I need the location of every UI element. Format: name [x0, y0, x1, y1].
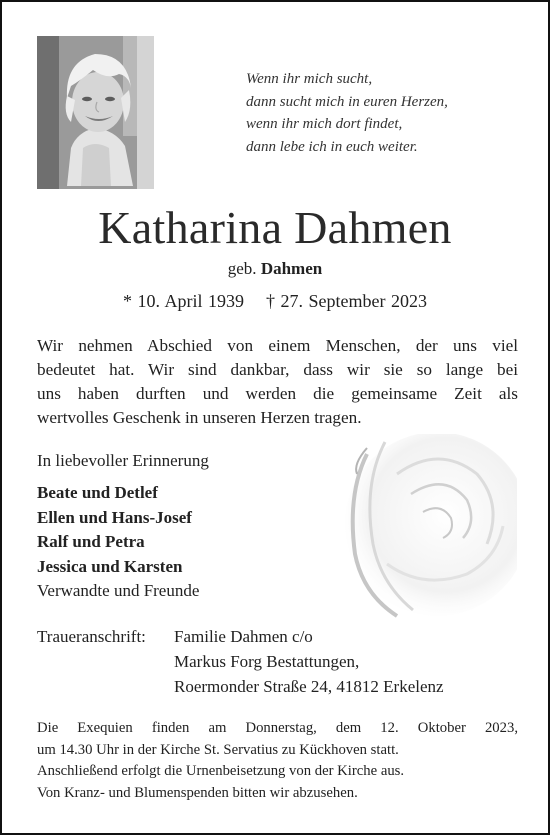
birth-name: Dahmen	[260, 259, 323, 278]
address-line: Markus Forg Bestattungen,	[174, 652, 360, 671]
farewell-line: bedeutet hat. Wir sind dankbar, dass wir sie so lange bei	[37, 360, 518, 379]
mourning-address	[174, 624, 444, 699]
farewell-line: wertvolles Geschenk in unseren Herzen tragen.	[37, 408, 362, 427]
birth-name-line	[2, 258, 548, 280]
service-line: Anschließend erfolgt die Urnenbeisetzung von der Kirche aus.	[37, 763, 405, 779]
poem-line: dann lebe ich in euch weiter.	[246, 138, 418, 155]
relatives-and-friends: Verwandte und Freunde	[37, 581, 200, 600]
portrait-photo	[37, 36, 154, 189]
portrait-image	[37, 36, 154, 189]
death-date: † 27. September 2023	[266, 291, 427, 311]
mourner-name: Beate und Detlef	[37, 483, 158, 502]
birth-date: * 10. April 1939	[123, 291, 245, 311]
farewell-text	[37, 334, 518, 430]
mourners-list	[37, 481, 199, 604]
mourner-name: Ralf und Petra	[37, 532, 145, 551]
farewell-line: uns haben durften und werden die gemeinsame Zeit als	[37, 384, 518, 403]
address-line: Roermonder Straße 24, 41812 Erkelenz	[174, 677, 444, 696]
address-line: Familie Dahmen c/o	[174, 627, 313, 646]
farewell-line: Wir nehmen Abschied von einem Menschen, der uns viel	[37, 336, 518, 355]
address-label: Traueranschrift:	[37, 627, 146, 646]
poem-line: Wenn ihr mich sucht,	[246, 71, 373, 87]
service-line: Von Kranz- und Blumenspenden bitten wir abzusehen.	[37, 784, 358, 801]
memory-heading: In liebevoller Erinnerung	[37, 451, 209, 470]
mourner-name: Jessica und Karsten	[37, 556, 183, 576]
mourner-name: Ellen und Hans-Josef	[37, 507, 192, 527]
poem	[246, 68, 536, 158]
service-info	[37, 718, 518, 804]
poem-line: wenn ihr mich dort findet,	[246, 116, 403, 132]
birth-name-prefix: geb.	[227, 259, 257, 278]
poem-line: dann sucht mich in euren Herzen,	[246, 93, 448, 110]
service-line: Die Exequien finden am Donnerstag, dem 12. Oktober 2023,	[37, 720, 518, 736]
deceased-name: Katharina Dahmen	[98, 202, 452, 253]
life-dates	[2, 290, 548, 312]
service-line: um 14.30 Uhr in der Kirche St. Servatius zu Kückhoven statt.	[37, 741, 399, 758]
rose-illustration	[327, 434, 517, 624]
